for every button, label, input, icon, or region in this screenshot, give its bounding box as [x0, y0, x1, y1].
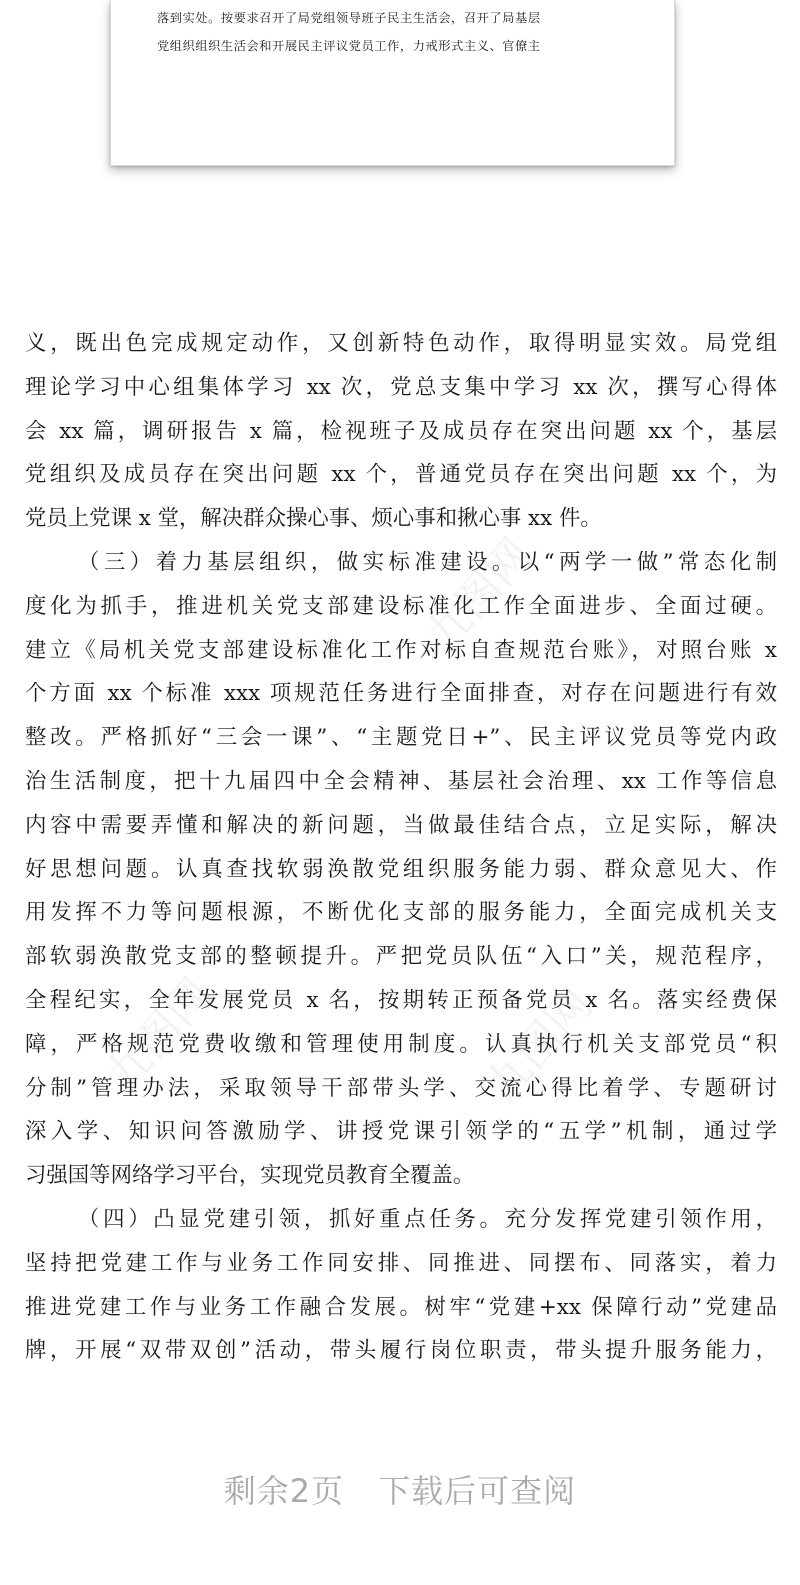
download-to-view-label: 下载后可查阅: [378, 1472, 577, 1510]
body-line: 度化为抓手，推进机关党支部建设标准化工作全面进步、全面过硬。: [25, 593, 777, 619]
body-line: 推进党建工作与业务工作融合发展。树牢“党建+xx 保障行动”党建品: [25, 1294, 777, 1320]
previous-page-preview: [110, 0, 675, 166]
section-heading-line: （三）着力基层组织，做实标准建设。以“两学一做”常态化制: [78, 549, 777, 575]
body-line: 分制”管理办法，采取领导干部带头学、交流心得比着学、专题研讨: [25, 1075, 777, 1101]
preview-line: 落到实处。按要求召开了局党组领导班子民主生活会，召开了局基层: [157, 11, 541, 25]
body-line: 用发挥不力等问题根源，不断优化支部的服务能力，全面完成机关支: [25, 900, 777, 926]
watermark: 九图网: [416, 528, 543, 662]
body-line: 建立《局机关党支部建设标准化工作对标自查规范台账》，对照台账 x: [25, 637, 777, 663]
remaining-pages-label: 剩余2页: [223, 1472, 345, 1510]
body-line: 会 xx 篇，调研报告 x 篇，检视班子及成员存在突出问题 xx 个，基层: [25, 418, 777, 444]
watermark: 九图网: [96, 968, 223, 1102]
body-line: 党组织及成员存在突出问题 xx 个，普通党员存在突出问题 xx 个，为: [25, 462, 777, 488]
section-heading-line: （四）凸显党建引领，抓好重点任务。充分发挥党建引领作用，: [78, 1206, 777, 1232]
body-line: 深入学、知识问答激励学、讲授党课引领学的“五学”机制，通过学: [25, 1119, 777, 1145]
download-prompt[interactable]: [0, 1466, 800, 1512]
body-line: 部软弱涣散党支部的整顿提升。严把党员队伍“入口”关，规范程序，: [25, 944, 777, 970]
watermark: 九图网: [476, 978, 603, 1112]
document-body: [25, 322, 777, 1373]
body-line: 个方面 xx 个标准 xxx 项规范任务进行全面排查，对存在问题进行有效: [25, 681, 777, 707]
body-line: 好思想问题。认真查找软弱涣散党组织服务能力弱、群众意见大、作: [25, 856, 777, 882]
body-line: 坚持把党建工作与业务工作同安排、同推进、同摆布、同落实，着力: [25, 1250, 777, 1276]
body-line: 全程纪实，全年发展党员 x 名，按期转正预备党员 x 名。落实经费保: [25, 987, 777, 1013]
body-line: 理论学习中心组集体学习 xx 次，党总支集中学习 xx 次，撰写心得体: [25, 374, 777, 400]
body-line: 党员上党课 x 堂，解决群众操心事、烦心事和揪心事 xx 件。: [25, 506, 602, 532]
body-line: 义，既出色完成规定动作，又创新特色动作，取得明显实效。局党组: [25, 331, 777, 356]
body-line: 习强国等网络学习平台，实现党员教育全覆盖。: [25, 1163, 475, 1189]
body-line: 内容中需要弄懂和解决的新问题，当做最佳结合点，立足实际，解决: [25, 812, 777, 838]
body-line: 牌，开展“双带双创”活动，带头履行岗位职责，带头提升服务能力，: [25, 1338, 777, 1364]
body-line: 障，严格规范党费收缴和管理使用制度。认真执行机关支部党员“积: [25, 1031, 777, 1057]
body-line: 整改。严格抓好“三会一课”、“主题党日+”、民主评议党员等党内政: [25, 725, 777, 751]
preview-line: 党组织组织生活会和开展民主评议党员工作，力戒形式主义、官僚主: [157, 39, 541, 53]
body-line: 治生活制度，把十九届四中全会精神、基层社会治理、xx 工作等信息: [25, 768, 777, 794]
